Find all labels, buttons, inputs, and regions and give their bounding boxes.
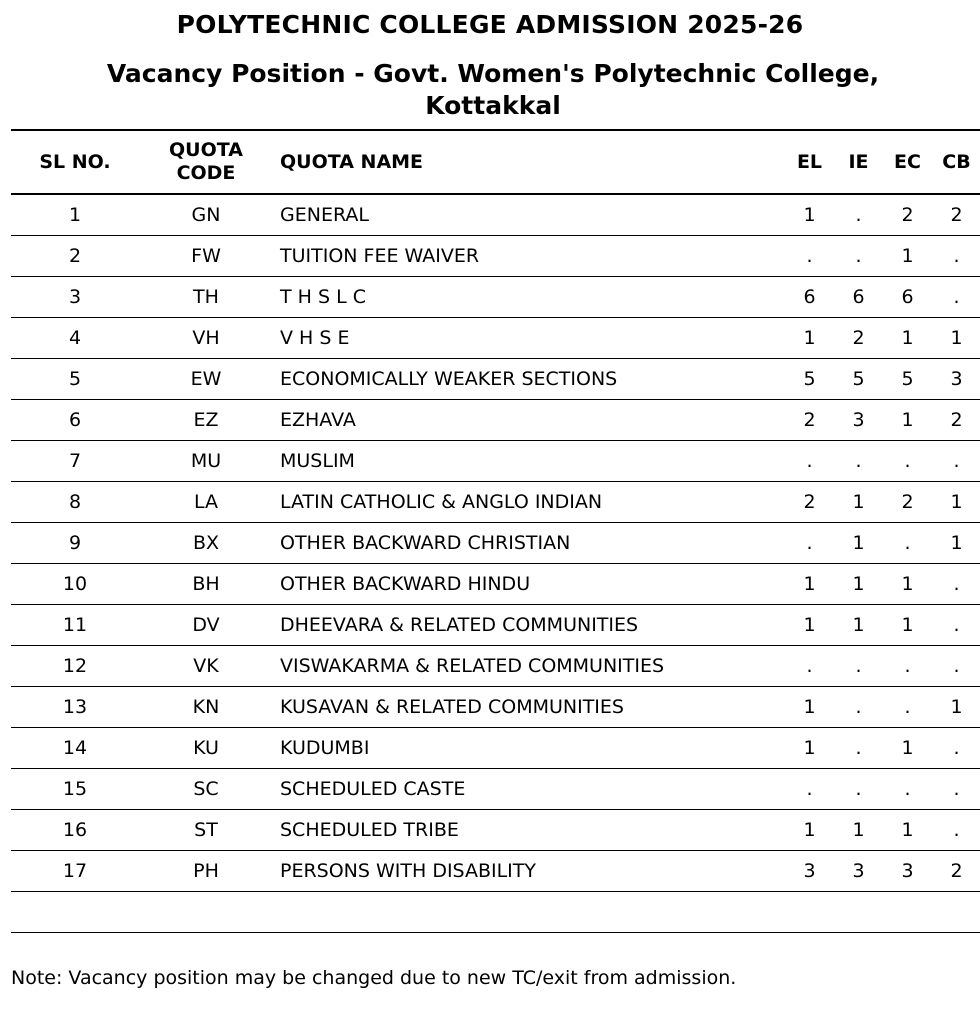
cell-sl-no: 2 — [11, 236, 139, 277]
cell-ie: 5 — [834, 359, 883, 400]
table-blank-row — [11, 892, 980, 933]
cell-cb: . — [932, 646, 980, 687]
cell-ie: . — [834, 728, 883, 769]
page-subtitle: Vacancy Position - Govt. Women's Polytechnic College, Kottakkal — [106, 59, 880, 120]
cell-quota-name: KUDUMBI — [273, 728, 785, 769]
cell-ec: . — [883, 687, 932, 728]
cell-quota-code: KN — [139, 687, 273, 728]
cell-ie: 1 — [834, 810, 883, 851]
cell-ie: 1 — [834, 482, 883, 523]
cell-quota-name: MUSLIM — [273, 441, 785, 482]
cell-quota-code: BH — [139, 564, 273, 605]
cell-cb: 2 — [932, 400, 980, 441]
cell-el: . — [785, 441, 834, 482]
cell-quota-name: GENERAL — [273, 194, 785, 236]
cell-el: 1 — [785, 564, 834, 605]
cell-el: 1 — [785, 318, 834, 359]
vacancy-table — [11, 129, 980, 933]
cell-ec: . — [883, 646, 932, 687]
cell-el: 2 — [785, 400, 834, 441]
cell-quota-name: PERSONS WITH DISABILITY — [273, 851, 785, 892]
cell-ec: 1 — [883, 728, 932, 769]
cell-ie: 3 — [834, 400, 883, 441]
cell-ie: . — [834, 769, 883, 810]
table-row — [11, 851, 980, 892]
cell-quota-name: LATIN CATHOLIC & ANGLO INDIAN — [273, 482, 785, 523]
page-title: POLYTECHNIC COLLEGE ADMISSION 2025-26 — [176, 10, 804, 39]
header-ec: EC — [883, 130, 932, 194]
cell-sl-no: 12 — [11, 646, 139, 687]
cell-ie: . — [834, 194, 883, 236]
header-quota-code-line2: CODE — [176, 162, 236, 184]
cell-ie: . — [834, 646, 883, 687]
header-quota-name: QUOTA NAME — [273, 130, 785, 194]
table-row — [11, 194, 980, 236]
table-row — [11, 564, 980, 605]
cell-cb: . — [932, 277, 980, 318]
cell-cb: . — [932, 728, 980, 769]
cell-quota-code: MU — [139, 441, 273, 482]
cell-el: 1 — [785, 194, 834, 236]
cell-quota-code: ST — [139, 810, 273, 851]
cell-sl-no: 5 — [11, 359, 139, 400]
cell-cb: . — [932, 564, 980, 605]
table-row — [11, 687, 980, 728]
cell-ec: 5 — [883, 359, 932, 400]
header-quota-code-line1: QUOTA — [169, 139, 243, 161]
cell-quota-code: FW — [139, 236, 273, 277]
cell-cb: 1 — [932, 687, 980, 728]
table-body — [11, 194, 980, 933]
cell-quota-code: TH — [139, 277, 273, 318]
cell-cb: . — [932, 236, 980, 277]
cell-quota-name: SCHEDULED TRIBE — [273, 810, 785, 851]
cell-quota-code: VH — [139, 318, 273, 359]
cell-cb: . — [932, 810, 980, 851]
cell-ie: 1 — [834, 605, 883, 646]
cell-quota-code: EW — [139, 359, 273, 400]
cell-ec: 1 — [883, 318, 932, 359]
cell-ec: 3 — [883, 851, 932, 892]
cell-ie: . — [834, 441, 883, 482]
cell-cb: . — [932, 441, 980, 482]
footnote: Note: Vacancy position may be changed due to new TC/exit from admission. — [11, 967, 737, 989]
cell-quota-code: SC — [139, 769, 273, 810]
table-row — [11, 400, 980, 441]
cell-el: 2 — [785, 482, 834, 523]
cell-sl-no: 14 — [11, 728, 139, 769]
cell-cb: 2 — [932, 851, 980, 892]
cell-quota-code: VK — [139, 646, 273, 687]
table-row — [11, 277, 980, 318]
cell-quota-name: OTHER BACKWARD HINDU — [273, 564, 785, 605]
table-row — [11, 769, 980, 810]
cell-sl-no: 17 — [11, 851, 139, 892]
cell-quota-name: KUSAVAN & RELATED COMMUNITIES — [273, 687, 785, 728]
cell-cb: 2 — [932, 194, 980, 236]
cell-sl-no: 16 — [11, 810, 139, 851]
cell-ie: 3 — [834, 851, 883, 892]
cell-ie: 1 — [834, 523, 883, 564]
cell-sl-no: 13 — [11, 687, 139, 728]
table-row — [11, 441, 980, 482]
cell-ie: 6 — [834, 277, 883, 318]
cell-el: . — [785, 769, 834, 810]
cell-quota-code: PH — [139, 851, 273, 892]
cell-ie: 1 — [834, 564, 883, 605]
cell-quota-code: KU — [139, 728, 273, 769]
cell-ec: 2 — [883, 482, 932, 523]
cell-quota-name: DHEEVARA & RELATED COMMUNITIES — [273, 605, 785, 646]
cell-el: 1 — [785, 810, 834, 851]
table-header-row — [11, 130, 980, 194]
cell-ec: . — [883, 523, 932, 564]
cell-sl-no: 8 — [11, 482, 139, 523]
cell-quota-code: EZ — [139, 400, 273, 441]
cell-quota-name: OTHER BACKWARD CHRISTIAN — [273, 523, 785, 564]
blank-cell — [11, 892, 980, 933]
cell-sl-no: 6 — [11, 400, 139, 441]
cell-ec: 1 — [883, 400, 932, 441]
cell-quota-code: DV — [139, 605, 273, 646]
cell-el: . — [785, 236, 834, 277]
table-row — [11, 236, 980, 277]
cell-sl-no: 9 — [11, 523, 139, 564]
table-row — [11, 810, 980, 851]
cell-sl-no: 4 — [11, 318, 139, 359]
cell-quota-name: VISWAKARMA & RELATED COMMUNITIES — [273, 646, 785, 687]
header-cb: CB — [932, 130, 980, 194]
cell-quota-code: GN — [139, 194, 273, 236]
cell-el: 3 — [785, 851, 834, 892]
table-row — [11, 728, 980, 769]
cell-quota-name: V H S E — [273, 318, 785, 359]
header-sl-no: SL NO. — [11, 130, 139, 194]
cell-ec: 1 — [883, 564, 932, 605]
cell-sl-no: 3 — [11, 277, 139, 318]
table-row — [11, 523, 980, 564]
cell-quota-code: BX — [139, 523, 273, 564]
table-row — [11, 359, 980, 400]
cell-ec: . — [883, 441, 932, 482]
cell-quota-code: LA — [139, 482, 273, 523]
cell-el: . — [785, 646, 834, 687]
cell-cb: . — [932, 769, 980, 810]
cell-sl-no: 7 — [11, 441, 139, 482]
cell-el: 1 — [785, 605, 834, 646]
cell-sl-no: 10 — [11, 564, 139, 605]
cell-ie: 2 — [834, 318, 883, 359]
cell-quota-name: SCHEDULED CASTE — [273, 769, 785, 810]
cell-ie: . — [834, 687, 883, 728]
cell-cb: 1 — [932, 523, 980, 564]
cell-cb: 3 — [932, 359, 980, 400]
cell-cb: . — [932, 605, 980, 646]
table-row — [11, 646, 980, 687]
cell-cb: 1 — [932, 318, 980, 359]
cell-el: 1 — [785, 728, 834, 769]
cell-quota-name: EZHAVA — [273, 400, 785, 441]
cell-el: 6 — [785, 277, 834, 318]
header-quota-code — [139, 130, 273, 194]
cell-ec: 2 — [883, 194, 932, 236]
cell-ie: . — [834, 236, 883, 277]
cell-sl-no: 11 — [11, 605, 139, 646]
cell-quota-name: T H S L C — [273, 277, 785, 318]
cell-sl-no: 15 — [11, 769, 139, 810]
cell-el: . — [785, 523, 834, 564]
cell-cb: 1 — [932, 482, 980, 523]
header-ie: IE — [834, 130, 883, 194]
cell-el: 5 — [785, 359, 834, 400]
cell-ec: 6 — [883, 277, 932, 318]
cell-ec: . — [883, 769, 932, 810]
cell-sl-no: 1 — [11, 194, 139, 236]
header-el: EL — [785, 130, 834, 194]
cell-ec: 1 — [883, 236, 932, 277]
cell-ec: 1 — [883, 605, 932, 646]
cell-quota-name: TUITION FEE WAIVER — [273, 236, 785, 277]
cell-el: 1 — [785, 687, 834, 728]
cell-quota-name: ECONOMICALLY WEAKER SECTIONS — [273, 359, 785, 400]
cell-ec: 1 — [883, 810, 932, 851]
table-row — [11, 482, 980, 523]
table-row — [11, 318, 980, 359]
table-row — [11, 605, 980, 646]
